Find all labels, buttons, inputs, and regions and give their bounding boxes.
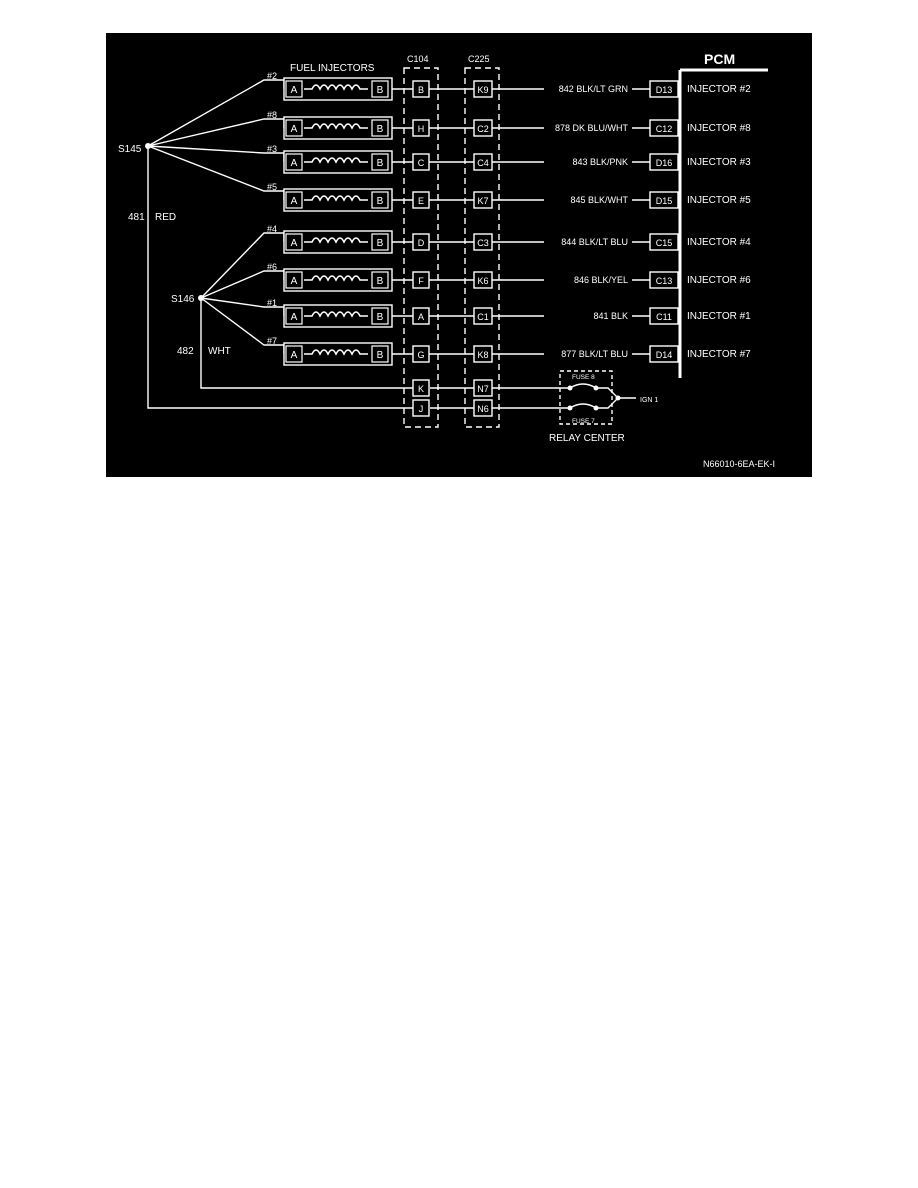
injector-terminal-b: B [376,350,384,361]
c104-pin: D [417,238,425,248]
injector-number: #7 [267,336,278,346]
wire-code: 878 DK BLU/WHT [554,123,628,133]
injector-label: INJECTOR #4 [687,237,751,248]
c104-pin: A [417,312,425,322]
figure-code: N66010-6EA-EK-I [703,459,776,469]
injector-terminal-b: B [376,124,384,135]
pcm-pin: D15 [655,196,673,206]
c104-pin: C [417,158,425,168]
injector-terminal-a: A [290,85,298,96]
injector-label: INJECTOR #7 [687,349,751,360]
wire-code: 841 BLK [593,311,628,321]
c104-pin: K [417,384,425,394]
injector-terminal-a: A [290,276,298,287]
fuse7-terminal-right [594,406,599,411]
s146-label: S146 [171,294,195,305]
injector-label: INJECTOR #1 [687,311,751,322]
injector-number: #4 [267,224,278,234]
injector-terminal-a: A [290,158,298,169]
wire-482-number: 482 [177,346,194,357]
injector-terminal-b: B [376,276,384,287]
injector-number: #6 [267,262,278,272]
s145-label: S145 [118,144,142,155]
c225-pin: C1 [477,312,489,322]
wire-481-number: 481 [128,212,145,223]
injector-terminal-a: A [290,196,298,207]
fuse7-terminal-left [568,406,573,411]
injector-number: #3 [267,144,278,154]
pcm-pin: C11 [656,312,672,322]
c225-pin: K7 [477,196,489,206]
ign1-label: IGN 1 [640,397,659,404]
pcm-pin: D16 [655,158,673,168]
injector-terminal-a: A [290,350,298,361]
c104-pin: G [417,350,425,360]
c104-pin: J [418,404,424,414]
injector-terminal-b: B [376,238,384,249]
c225-pin: K6 [477,276,489,286]
fuse8-label: FUSE 8 [572,374,595,381]
c225-pin: N6 [477,404,489,414]
c225-pin: K9 [477,85,489,95]
c104-pin: F [418,276,424,286]
wire-code: 877 BLK/LT BLU [561,349,628,359]
c104-pin: H [417,124,425,134]
injector-label: INJECTOR #2 [687,84,751,95]
injector-terminal-b: B [376,85,384,96]
injector-number: #5 [267,182,278,192]
injector-terminal-b: B [376,196,384,207]
pcm-pin: C13 [655,276,673,286]
fuse8-terminal-left [568,386,573,391]
fuel-injectors-label: FUEL INJECTORS [290,63,375,74]
fuse8-terminal-right [594,386,599,391]
wire-code: 846 BLK/YEL [573,275,628,285]
c225-pin: N7 [477,384,489,394]
pcm-pin: D13 [655,85,673,95]
injector-number: #8 [267,110,278,120]
injector-terminal-a: A [290,124,298,135]
pcm-pin: C12 [655,124,673,134]
c225-pin: K8 [477,350,489,360]
wire-code: 844 BLK/LT BLU [561,237,628,247]
c225-label: C225 [468,54,490,64]
injector-number: #1 [267,298,278,308]
injector-label: INJECTOR #8 [687,123,751,134]
injector-terminal-a: A [290,312,298,323]
c104-pin: E [417,196,425,206]
wire-482-color: WHT [208,346,231,357]
fuse7-label: FUSE 7 [572,418,595,425]
injector-terminal-b: B [376,312,384,323]
relay-center-label: RELAY CENTER [549,433,625,444]
pcm-pin: C15 [655,238,673,248]
pcm-label: PCM [704,51,736,67]
c225-pin: C3 [477,238,489,248]
pcm-pin: D14 [655,350,673,360]
c225-pin: C4 [477,158,489,168]
injector-number: #2 [267,71,278,81]
wire-code: 843 BLK/PNK [572,157,628,167]
injector-label: INJECTOR #5 [687,195,751,206]
injector-label: INJECTOR #3 [687,157,751,168]
diagram-panel [106,33,812,477]
c104-pin: B [417,85,425,95]
fuse-junction-dot [616,396,621,401]
wire-code: 842 BLK/LT GRN [558,84,628,94]
c104-label: C104 [407,54,429,64]
wire-481-color: RED [155,212,177,223]
injector-terminal-a: A [290,238,298,249]
c225-pin: C2 [477,124,489,134]
injector-terminal-b: B [376,158,384,169]
injector-label: INJECTOR #6 [687,275,751,286]
wire-code: 845 BLK/WHT [570,195,628,205]
